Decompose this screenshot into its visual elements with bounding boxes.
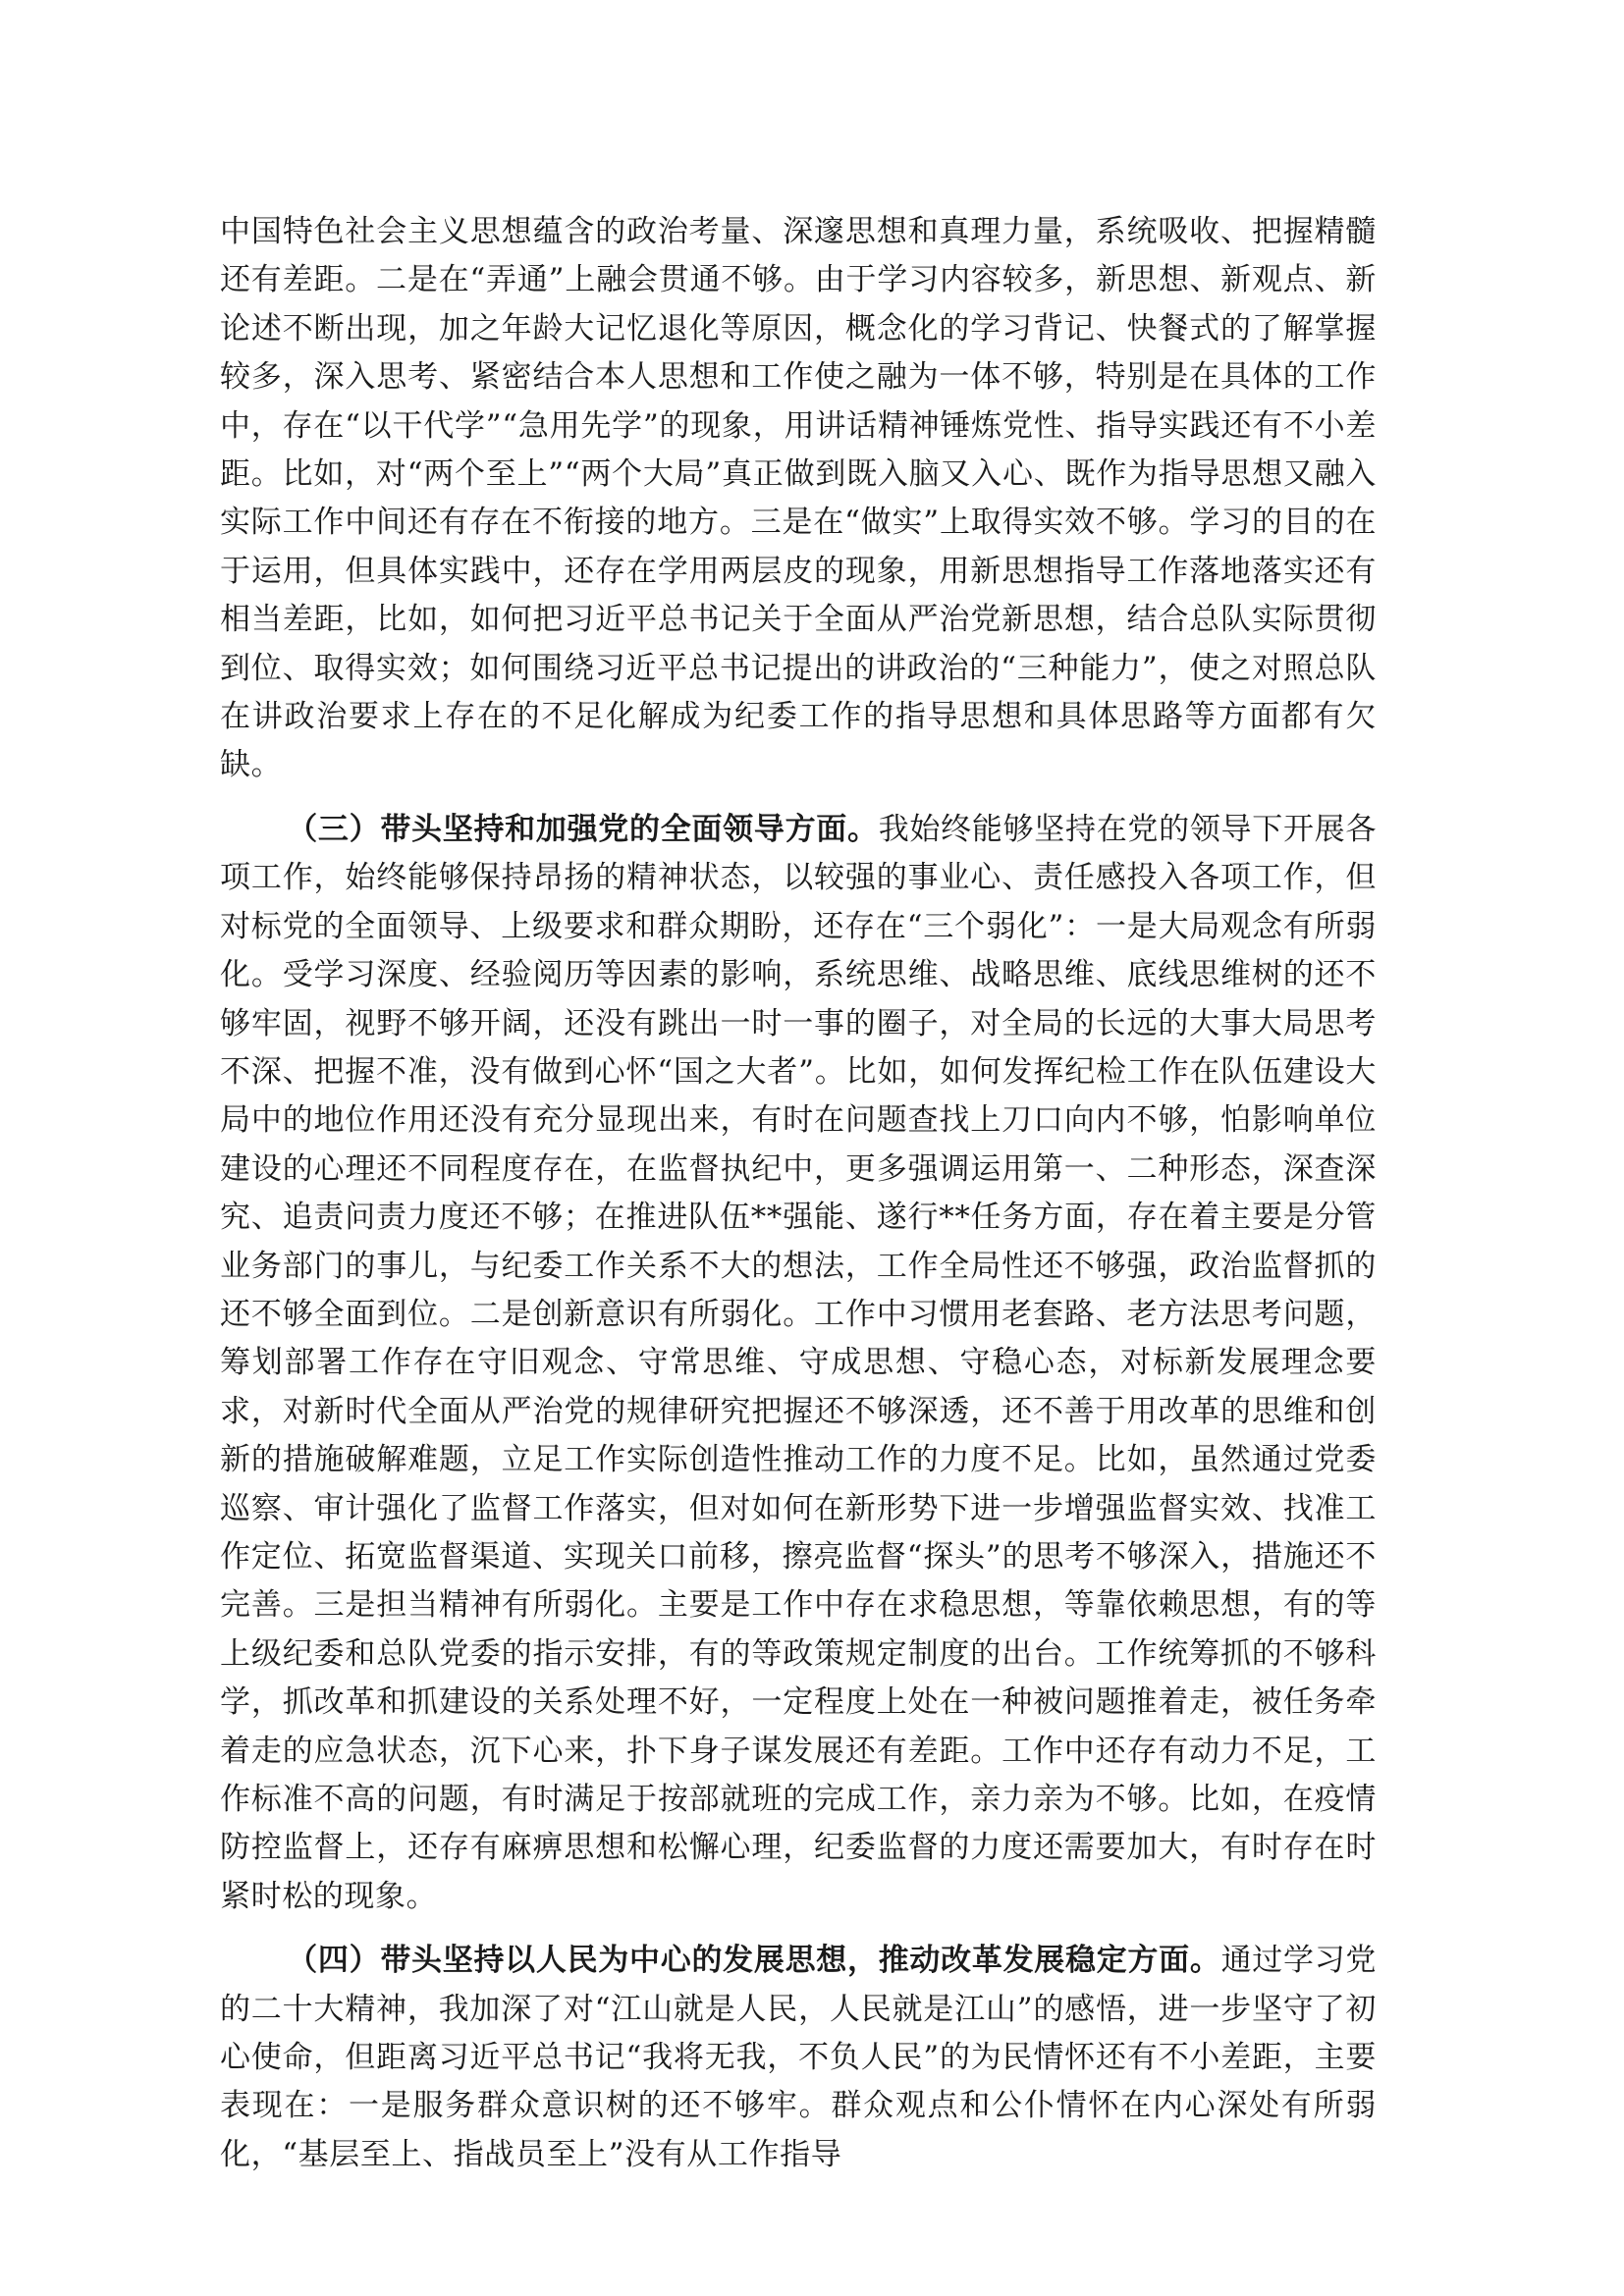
paragraph-continuation — [220, 208, 1377, 790]
paragraph-text: 我始终能够坚持在党的领导下开展各项工作，始终能够保持昂扬的精神状态，以较强的事业心、责任感投入各项工作，但对标党的全面领导、上级要求和群众期盼，还存在“三个弱化”：一是大局观念有所弱化。受学习深度、经验阅历等因素的影响，系统思维、战略思维、底线思维树的还不够牢固，视野不够开阔，还没有跳出一时一事的圈子，对全局的长远的大事大局思考不深、把握不准，没有做到心怀“国之大者”。比如，如何发挥纪检工作在队伍建设大局中的地位作用还没有充分显现出来，有时在问题查找上刀口向内不够，怕影响单位建设的心理还不同程度存在，在监督执纪中，更多强调运用第一、二种形态，深查深究、追责问责力度还不够；在推进队伍**强能、遂行**任务方面，存在着主要是分管业务部门的事儿，与纪委工作关系不大的想法，工作全局性还不够强，政治监督抓的还不够全面到位。二是创新意识有所弱化。工作中习惯用老套路、老方法思考问题，筹划部署工作存在守旧观念、守常思维、守成思想、守稳心态，对标新发展理念要求，对新时代全面从严治党的规律研究把握还不够深透，还不善于用改革的思维和创新的措施破解难题，立足工作实际创造性推动工作的力度不足。比如，虽然通过党委巡察、审计强化了监督工作落实，但对如何在新形势下进一步增强监督实效、找准工作定位、拓宽监督渠道、实现关口前移，擦亮监督“探头”的思考不够深入，措施还不完善。三是担当精神有所弱化。主要是工作中存在求稳思想，等靠依赖思想，有的等上级纪委和总队党委的指示安排，有的等政策规定制度的出台。工作统筹抓的不够科学，抓改革和抓建设的关系处理不好，一定程度上处在一种被问题推着走，被任务牵着走的应急状态，沉下心来，扑下身子谋发展还有差距。工作中还存有动力不足，工作标准不高的问题，有时满足于按部就班的完成工作，亲力亲为不够。比如，在疫情防控监督上，还存有麻痹思想和松懈心理，纪委监督的力度还需要加大，有时存在时紧时松的现象。 — [220, 811, 1377, 1914]
paragraph-section-three — [220, 806, 1377, 1921]
paragraph-text: 通过学习党的二十大精神，我加深了对“江山就是人民，人民就是江山”的感悟，进一步坚守了初心使命，但距离习近平总书记“我将无我，不负人民”的为民情怀还有不小差距，主要表现在：一是服务群众意识树的还不够牢。群众观点和公仆情怀在内心深处有所弱化，“基层至上、指战员至上”没有从工作指导 — [220, 1943, 1378, 2172]
section-heading-three: （三）带头坚持和加强党的全面领导方面。 — [287, 811, 879, 847]
paragraph-text: 中国特色社会主义思想蕴含的政治考量、深邃思想和真理力量，系统吸收、把握精髓还有差距。二是在“弄通”上融会贯通不够。由于学习内容较多，新思想、新观点、新论述不断出现，加之年龄大记忆退化等原因，概念化的学习背记、快餐式的了解掌握较多，深入思考、紧密结合本人思想和工作使之融为一体不够，特别是在具体的工作中，存在“以干代学”“急用先学”的现象，用讲话精神锤炼党性、指导实践还有不小差距。比如，对“两个至上”“两个大局”真正做到既入脑又入心、既作为指导思想又融入实际工作中间还有存在不衔接的地方。三是在“做实”上取得实效不够。学习的目的在于运用，但具体实践中，还存在学用两层皮的现象，用新思想指导工作落地落实还有相当差距，比如，如何把习近平总书记关于全面从严治党新思想，结合总队实际贯彻到位、取得实效；如何围绕习近平总书记提出的讲政治的“三种能力”，使之对照总队在讲政治要求上存在的不足化解成为纪委工作的指导思想和具体思路等方面都有欠缺。 — [220, 214, 1377, 783]
paragraph-section-four — [220, 1937, 1377, 2179]
document-body — [220, 208, 1377, 2195]
section-heading-four: （四）带头坚持以人民为中心的发展思想，推动改革发展稳定方面。 — [287, 1943, 1221, 1979]
